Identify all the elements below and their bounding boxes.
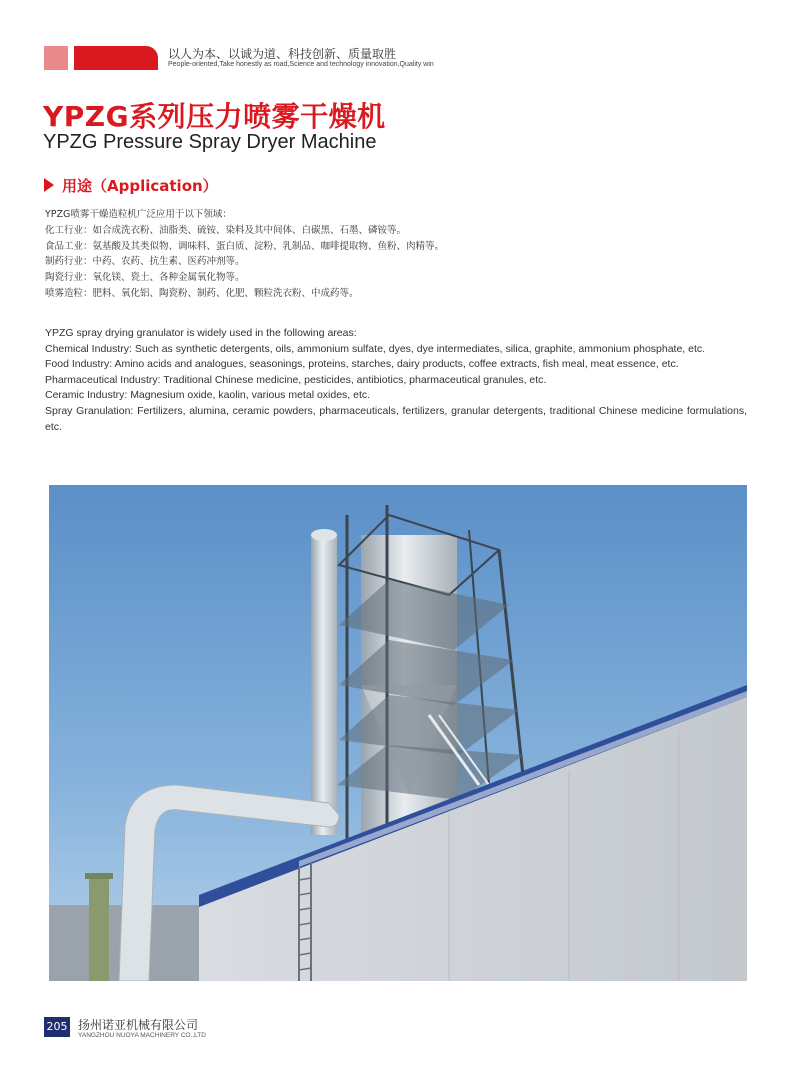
spray-dryer-photo <box>49 485 747 981</box>
cn-line: 陶瓷行业：氧化镁、瓷土、各种金属氧化物等。 <box>45 272 245 284</box>
header-bar-decoration <box>74 46 158 70</box>
company-name-english: YANGZHOU NUOYA MACHINERY CO.,LTD <box>78 1032 206 1039</box>
page-title-chinese: YPZG系列压力喷雾干燥机 <box>43 100 386 133</box>
triangle-bullet-icon <box>44 178 54 192</box>
application-text-english <box>45 326 747 435</box>
slogan-chinese: 以人为本、以诚为道、科技创新、质量取胜 <box>168 47 397 61</box>
en-paragraph: Ceramic Industry: Magnesium oxide, kaolin, various metal oxides, etc. <box>45 389 371 402</box>
en-paragraph: Spray Granulation: Fertilizers, alumina, ceramic powders, pharmaceuticals, fertilizers, granular detergents, traditional Chinese medicine formulations, etc. <box>45 404 747 433</box>
section-heading-application: 用途（Application） <box>62 177 218 195</box>
en-paragraph: Food Industry: Amino acids and analogues, seasonings, proteins, starches, dairy products, coffee extracts, fish meal, meat essence, etc. <box>45 358 679 371</box>
en-paragraph: YPZG spray drying granulator is widely used in the following areas: <box>45 327 357 339</box>
cn-line: 制药行业：中药、农药、抗生素、医药冲剂等。 <box>45 256 245 268</box>
en-paragraph: Chemical Industry: Such as synthetic detergents, oils, ammonium sulfate, dyes, dye intermediates, silica, graphite, ammonium phosphate, etc. <box>45 342 706 355</box>
page-title-english: YPZG Pressure Spray Dryer Machine <box>43 131 377 153</box>
en-paragraph: Pharmaceutical Industry: Traditional Chinese medicine, pesticides, antibiotics, pharmaceutical granules, etc. <box>45 373 547 386</box>
cn-line: 喷雾造粒：肥料、氧化铝、陶瓷粉、制药、化肥、颗粒洗衣粉、中成药等。 <box>45 287 359 299</box>
company-name-chinese: 扬州诺亚机械有限公司 <box>78 1018 199 1032</box>
cn-line: 化工行业：如合成洗衣粉、油脂类、硫铵、染料及其中间体、白碳黑、石墨、磷铵等。 <box>45 224 407 236</box>
cn-line: YPZG喷雾干燥造粒机广泛应用于以下领域： <box>45 209 232 220</box>
cn-line: 食品工业：氨基酸及其类似物、调味料、蛋白质、淀粉、乳制品、咖啡提取物、鱼粉、肉精等。 <box>45 240 445 252</box>
application-text-chinese <box>45 207 755 302</box>
slogan-english: People-oriented,Take honestly as road,Science and technology innovation,Quality win <box>168 61 434 68</box>
page-number-badge: 205 <box>44 1017 70 1037</box>
header-square-decoration <box>44 46 68 70</box>
